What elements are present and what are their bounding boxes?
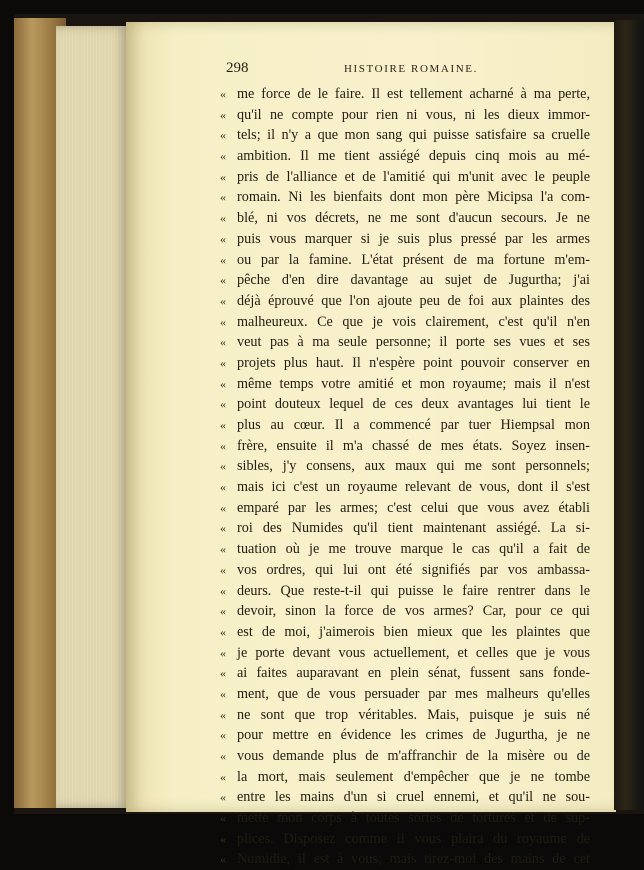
line-text: qu'il ne compte pour rien ni vous, ni les dieux immor- <box>237 106 590 123</box>
quote-mark: « <box>220 149 226 164</box>
quote-mark: « <box>220 624 226 639</box>
text-line <box>220 725 590 746</box>
text-line <box>220 581 590 602</box>
text-line <box>220 560 590 581</box>
quote-mark: « <box>220 314 226 329</box>
text-line <box>220 270 590 291</box>
text-line <box>220 601 590 622</box>
line-text: la mort, mais seulement d'empêcher que je ne tombe <box>237 768 590 785</box>
line-text: je porte devant vous actuellement, et celles que je vous <box>237 644 590 661</box>
body-text <box>220 84 590 870</box>
line-text: tuation où je me trouve marque le cas qu'il a fait de <box>237 541 590 558</box>
text-line <box>220 187 590 208</box>
line-text: puis vous marquer si je suis plus pressé par les armes <box>237 230 590 247</box>
line-text: blé, ni vos décrets, ne me sont d'aucun secours. Je ne <box>237 210 590 227</box>
text-line <box>220 250 590 271</box>
text-line <box>220 208 590 229</box>
quote-mark: « <box>220 666 226 681</box>
line-text: est de moi, j'aimerois bien mieux que les plaintes que <box>237 623 590 640</box>
line-text: deurs. Que reste-t-il qui puisse le faire rentrer dans le <box>237 582 590 599</box>
text-line <box>220 415 590 436</box>
text-line <box>220 746 590 767</box>
quote-mark: « <box>220 790 226 805</box>
line-text: ne sont que trop véritables. Mais, puisque je suis né <box>237 706 590 723</box>
quote-mark: « <box>220 769 226 784</box>
text-line <box>220 539 590 560</box>
line-text: me force de le faire. Il est tellement acharné à ma perte, <box>237 86 590 102</box>
text-line <box>220 663 590 684</box>
text-line <box>220 291 590 312</box>
text-line <box>220 456 590 477</box>
text-line <box>220 84 590 105</box>
text-line <box>220 705 590 726</box>
quote-mark: « <box>220 707 226 722</box>
running-title: HISTOIRE ROMAINE. <box>344 63 478 75</box>
text-line <box>220 518 590 539</box>
quote-mark: « <box>220 293 226 308</box>
quote-mark: « <box>220 521 226 536</box>
line-text: déjà éprouvé que l'on ajoute peu de foi aux plaintes des <box>237 292 590 309</box>
quote-mark: « <box>220 852 226 867</box>
quote-mark: « <box>220 418 226 432</box>
text-line <box>220 353 590 374</box>
text-line <box>220 167 590 188</box>
text-line <box>220 436 590 457</box>
line-text: Numidie, il est à vous; mais tirez-moi des mains de cet <box>237 851 590 868</box>
quote-mark: « <box>220 397 226 412</box>
line-text: veut pas à ma seule personne; il porte ses vues et ses <box>237 334 590 351</box>
line-text: vos ordres, qui lui ont été signifiés par vos ambassa- <box>237 561 590 578</box>
quote-mark: « <box>220 273 226 288</box>
quote-mark: « <box>220 686 226 701</box>
text-line <box>220 312 590 333</box>
text-line <box>220 767 590 788</box>
quote-mark: « <box>220 190 226 205</box>
page-number: 298 <box>226 60 249 76</box>
quote-mark: « <box>220 376 226 391</box>
page-header <box>226 60 586 80</box>
text-line <box>220 643 590 664</box>
line-text: pêche d'en dire davantage au sujet de Jugurtha; j'ai <box>237 272 590 289</box>
quote-mark: « <box>220 438 226 453</box>
line-text: frère, ensuite il m'a chassé de mes états. Soyez insen- <box>237 437 590 454</box>
text-line <box>220 394 590 415</box>
line-text: point douteux lequel de ces deux avantages lui tient le <box>237 396 590 413</box>
quote-mark: « <box>220 459 226 474</box>
text-line <box>220 808 590 829</box>
text-line <box>220 829 590 850</box>
quote-mark: « <box>220 355 226 370</box>
quote-mark: « <box>220 811 226 826</box>
quote-mark: « <box>220 562 226 577</box>
line-text: projets plus haut. Il n'espère point pouvoir conserver en <box>237 354 590 371</box>
quote-mark: « <box>220 335 226 350</box>
line-text: vous demande plus de m'affranchir de la misère ou de <box>237 748 590 764</box>
facing-page-shadow <box>614 20 644 810</box>
quote-mark: « <box>220 128 226 143</box>
quote-mark: « <box>220 604 226 619</box>
text-line <box>220 622 590 643</box>
quote-mark: « <box>220 645 226 660</box>
quote-mark: « <box>220 583 226 598</box>
line-text: emparé par les armes; c'est celui que vous avez établi <box>237 499 590 516</box>
line-text: ment, que de vous persuader par mes malheurs qu'elles <box>237 685 590 702</box>
text-line <box>220 498 590 519</box>
line-text: malheureux. Ce que je vois clairement, c'est qu'il n'en <box>237 313 590 330</box>
line-text: entre les mains d'un si cruel ennemi, et qu'il ne sou- <box>237 789 590 806</box>
quote-mark: « <box>220 728 226 743</box>
line-text: ambition. Il me tient assiégé depuis cinq mois au mé- <box>237 148 590 165</box>
line-text: pris de l'alliance et de l'amitié qui m'unit avec le peuple <box>237 168 590 185</box>
line-text: romain. Ni les bienfaits dont mon père Micipsa l'a com- <box>237 189 590 206</box>
text-line <box>220 684 590 705</box>
text-line <box>220 849 590 870</box>
line-text: pour mettre en évidence les crimes de Jugurtha, je ne <box>237 727 590 744</box>
line-text: roi des Numides qu'il tient maintenant assiégé. La si- <box>237 520 590 537</box>
page-edges <box>56 26 128 808</box>
line-text: ai faites auparavant en plein sénat, fussent sans fonde- <box>237 665 590 682</box>
text-line <box>220 477 590 498</box>
quote-mark: « <box>220 87 226 101</box>
quote-mark: « <box>220 169 226 184</box>
quote-mark: « <box>220 831 226 846</box>
line-text: ou par la famine. L'état présent de ma fortune m'em- <box>237 251 590 268</box>
text-line <box>220 332 590 353</box>
line-text: sibles, j'y consens, aux maux qui me sont personnels; <box>237 458 590 475</box>
quote-mark: « <box>220 211 226 226</box>
line-text: plus au cœur. Il a commencé par tuer Hiempsal mon <box>237 417 590 433</box>
text-line <box>220 125 590 146</box>
line-text: devoir, sinon la force de vos armes? Car, pour ce qui <box>237 603 590 620</box>
line-text: même temps votre amitié et mon royaume; mais il n'est <box>237 375 590 392</box>
quote-mark: « <box>220 231 226 246</box>
text-line <box>220 229 590 250</box>
quote-mark: « <box>220 500 226 515</box>
quote-mark: « <box>220 480 226 495</box>
text-line <box>220 374 590 395</box>
line-text: plices. Disposez comme il vous plaira du royaume de <box>237 830 590 847</box>
line-text: mette mon corps à toutes sortes de tortures et de sup- <box>237 810 590 827</box>
line-text: mais ici c'est un royaume relevant de vous, dont il s'est <box>237 479 590 496</box>
quote-mark: « <box>220 107 226 122</box>
quote-mark: « <box>220 252 226 267</box>
text-line <box>220 105 590 126</box>
text-line <box>220 787 590 808</box>
quote-mark: « <box>220 542 226 557</box>
text-line <box>220 146 590 167</box>
line-text: tels; il n'y a que mon sang qui puisse satisfaire sa cruelle <box>237 127 590 144</box>
quote-mark: « <box>220 749 226 763</box>
